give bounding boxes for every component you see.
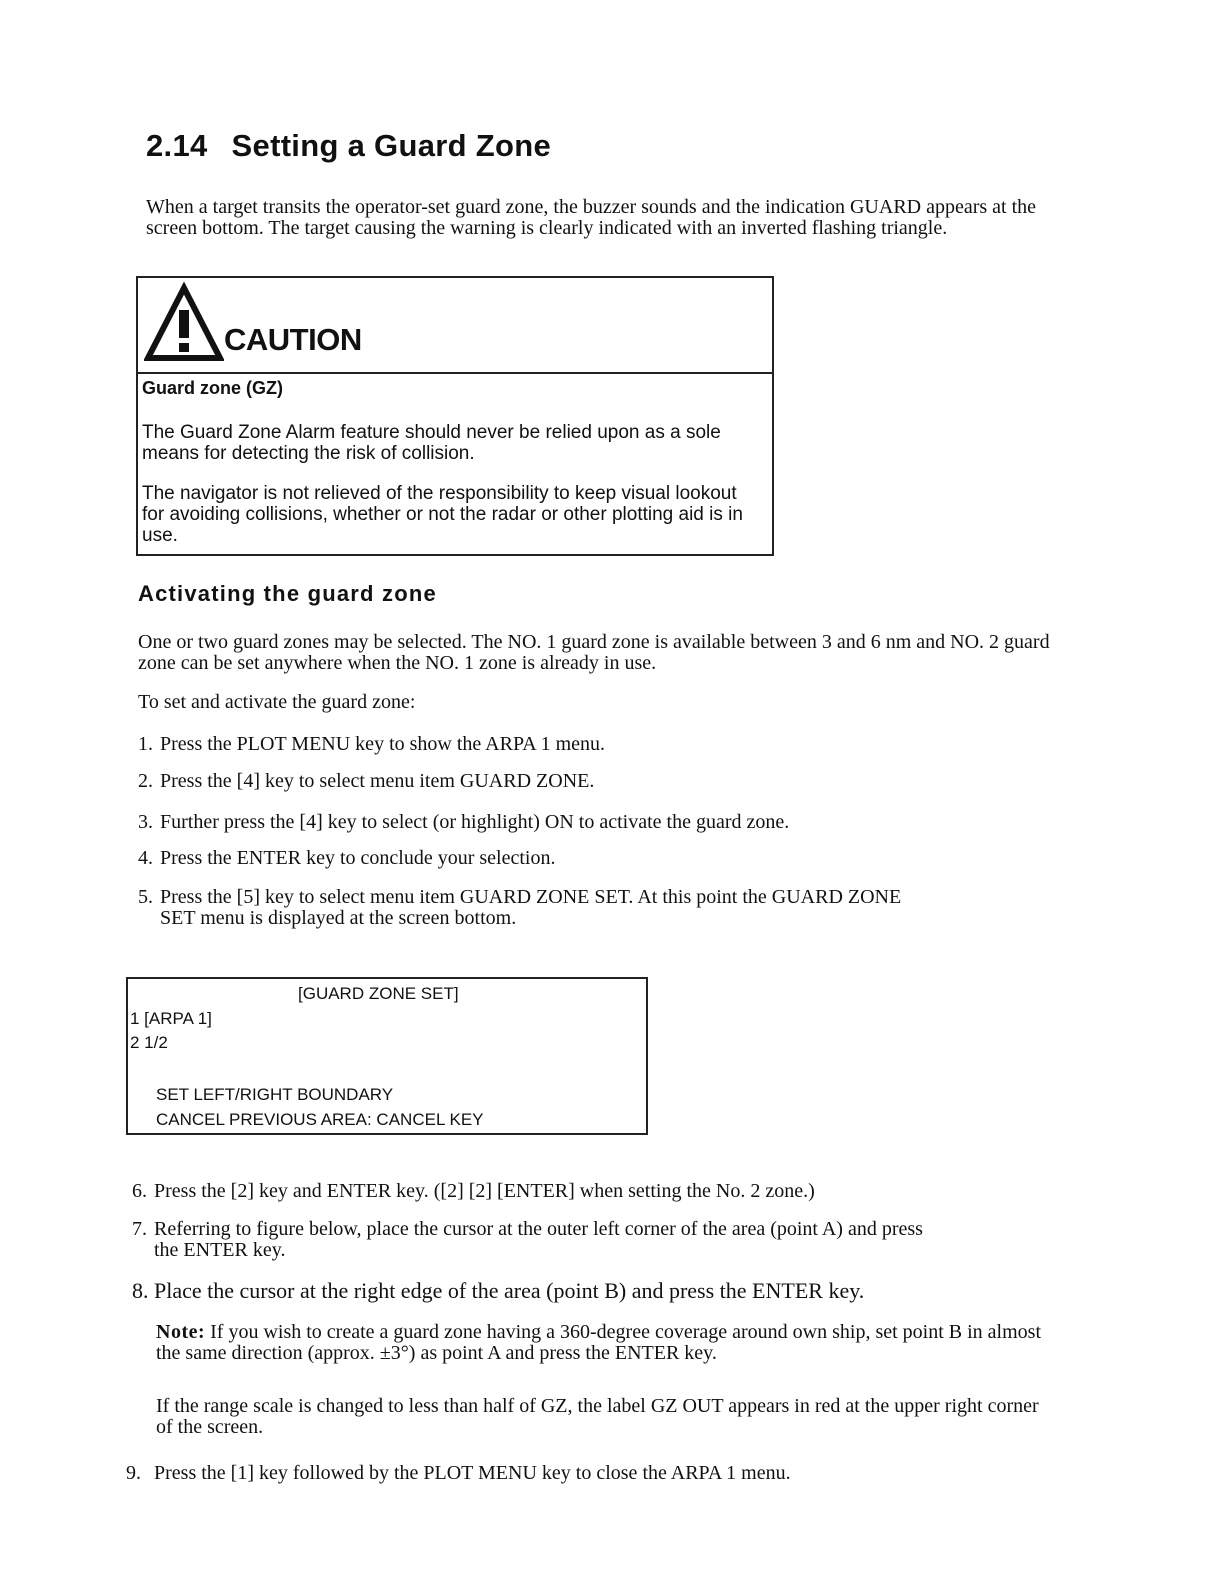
menu-line: SET LEFT/RIGHT BOUNDARY xyxy=(156,1085,394,1104)
menu-line: 2 1/2 xyxy=(130,1033,168,1052)
step-item: 4. Press the ENTER key to conclude your selection. xyxy=(138,847,556,869)
intro-paragraph: When a target transits the operator-set guard zone, the buzzer sounds and the indication GUARD appears at the screen bottom. The target causing the warning is clearly indicated with an inverted flashing triangle. xyxy=(146,196,1037,239)
step-item: 3. Further press the [4] key to select (or highlight) ON to activate the guard zone. xyxy=(138,811,790,833)
activating-heading: Activating the guard zone xyxy=(138,581,437,606)
step-item: 8. Place the cursor at the right edge of the area (point B) and press the ENTER key. xyxy=(132,1278,865,1303)
step-item: 6. Press the [2] key and ENTER key. ([2] [2] [ENTER] when setting the No. 2 zone.) xyxy=(132,1180,815,1202)
menu-line: 1 [ARPA 1] xyxy=(130,1009,212,1028)
caution-header xyxy=(138,278,772,374)
warning-triangle-icon xyxy=(144,282,224,362)
to-set-line: To set and activate the guard zone: xyxy=(138,691,416,713)
step-item: 9. Press the [1] key followed by the PLOT MENU key to close the ARPA 1 menu. xyxy=(126,1462,791,1484)
section-title-text: Setting a Guard Zone xyxy=(231,128,552,163)
menu-title: [GUARD ZONE SET] xyxy=(298,984,459,1003)
caution-label: CAUTION xyxy=(224,322,362,357)
section-title xyxy=(146,128,551,164)
menu-line: CANCEL PREVIOUS AREA: CANCEL KEY xyxy=(156,1110,484,1129)
caution-box xyxy=(136,276,774,556)
range-note-paragraph: If the range scale is changed to less than half of GZ, the label GZ OUT appears in red at the upper right corner of the screen. xyxy=(156,1395,1039,1438)
activating-paragraph: One or two guard zones may be selected. The NO. 1 guard zone is available between 3 and 6 nm and NO. 2 guard zone can be set anywhere when the NO. 1 zone is already in use. xyxy=(138,631,1050,674)
step-item: 5. Press the [5] key to select menu item GUARD ZONE SET. At this point the GUARD ZONE SET menu is displayed at the screen bottom. xyxy=(138,886,902,929)
note-paragraph xyxy=(156,1322,1056,1364)
guard-zone-set-menu xyxy=(126,977,648,1135)
note-text: If you wish to create a guard zone having a 360-degree coverage around own ship, set point B in almost the same direction (approx. ±3°) as point A and press the ENTER key. xyxy=(156,1321,1041,1364)
step-item: 2. Press the [4] key to select menu item GUARD ZONE. xyxy=(138,770,595,792)
step-item: 1. Press the PLOT MENU key to show the ARPA 1 menu. xyxy=(138,733,606,755)
note-label: Note: xyxy=(156,1321,206,1343)
step-item: 7. Referring to figure below, place the cursor at the outer left corner of the area (point A) and press the ENTER key. xyxy=(132,1218,923,1261)
caution-paragraph-2: The navigator is not relieved of the responsibility to keep visual lookout for avoiding collisions, whether or not the radar or other plotting aid is in use. xyxy=(142,483,743,546)
caution-paragraph-1: The Guard Zone Alarm feature should never be relied upon as a sole means for detecting the risk of collision. xyxy=(142,422,721,464)
section-number: 2.14 xyxy=(146,128,208,163)
caution-heading: Guard zone (GZ) xyxy=(142,378,283,398)
